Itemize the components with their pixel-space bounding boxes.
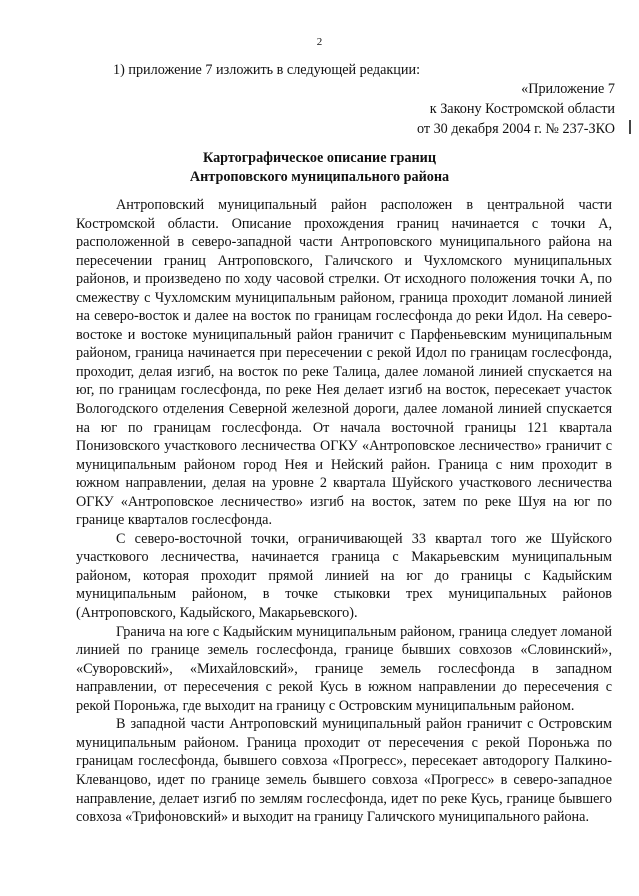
scan-edge-mark — [629, 120, 631, 134]
title-line-1: Картографическое описание границ — [202, 150, 437, 166]
document-body — [76, 196, 612, 827]
appendix-line-3: от 30 декабря 2004 г. № 237-ЗКО — [416, 121, 615, 137]
appendix-line-2: к Закону Костромской области — [429, 101, 615, 117]
page-number: 2 — [316, 36, 323, 48]
paragraph-1: Антроповский муниципальный район расположен в центральной части Костромской области. Описание прохождения границ начинается с точки А, расположенной в северо-западной части Антроповского муниципального района на пересечении границ Антроповского, Галичского и Чухломского муниципальных районов, и произведено по ходу часовой стрелки. От исходного положения точки А, по смежеству с Чухломским муниципальным районом, граница проходит ломаной линией на северо-восток и далее на восток по границам гослесфонда до реки Идол. На северо-востоке и востоке муниципальный район граничит с Парфеньевским муниципальным районом, граница начинается при пересечении с рекой Идол по границам гослесфонда, проходит, делая изгиб, на восток по реке Талица, далее ломаной линией спускается на юг, по границам гослесфонда, по реке Нея делает изгиб на восток, пересекает участок Вологодского отделения Северной железной дороги, далее ломаной линией спускается на юг по границам гослесфонда. От начала восточной границы 121 квартала Понизовского участкового лесничества ОГКУ «Антроповское лесничество» граничит с муниципальным районом город Нея и Нейский район. Граница с ним проходит в южном направлении, делая на уровне 2 квартала Шуйского участкового лесничества ОГКУ «Антроповское лесничество» изгиб на восток, затем по реке Шуя на юг по границе кварталов гослесфонда. — [76, 197, 612, 529]
title-line-2: Антроповского муниципального района — [189, 169, 450, 185]
paragraph-4: В западной части Антроповский муниципальный район граничит с Островским муниципальным районом. Граница проходит от пересечения с рекой Пороньжа по границам гослесфонда, бывшего совхоза «Прогресс», пересекает автодорогу Палкино-Клеванцово, идет по границе земель бывшего совхоза «Прогресс» в северо-западное направление, делает изгиб по землям гослесфонда, идет по реке Кусь, границе бывшего совхоза «Трифоновский» и выходит на границу Галичского муниципального района. — [76, 716, 612, 826]
intro-line: 1) приложение 7 изложить в следующей редакции: — [113, 62, 421, 78]
appendix-line-1: «Приложение 7 — [521, 81, 615, 97]
document-title — [0, 149, 639, 187]
paragraph-3: Гранича на юге с Кадыйским муниципальным районом, граница следует ломаной линией по границе земель гослесфонда, границе бывших совхозов «Словинский», «Суворовский», «Михайловский», границе земель гослесфонда в западном направлении, от пересечения с рекой Кусь в южном направлении до пересечения с рекой Пороньжа, где выходит на границу с Островским муниципальным районом. — [76, 623, 612, 714]
appendix-reference — [417, 79, 615, 139]
paragraph-2: С северо-восточной точки, ограничивающей 33 квартал того же Шуйского участкового лесничества, начинается граница с Макарьевским муниципальным районом, которая проходит прямой линией на юг до границы с Кадыйским муниципальным районом, в точке стыковки трех муниципальных районов (Антроповского, Кадыйского, Макарьевского). — [76, 530, 612, 622]
